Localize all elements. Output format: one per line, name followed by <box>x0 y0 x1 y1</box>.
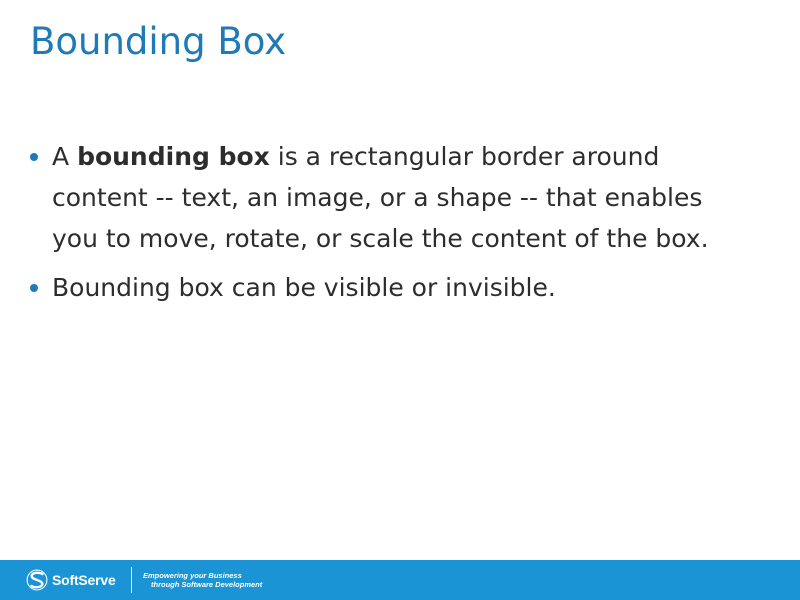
tagline-line-2: through Software Development <box>151 580 263 589</box>
slide-title: Bounding Box <box>30 20 287 63</box>
bullet-item-definition <box>30 136 745 259</box>
bullet-text-prefix: A <box>52 142 78 171</box>
footer-divider <box>131 567 132 593</box>
bullet-point-icon <box>30 284 38 292</box>
tagline <box>143 571 262 589</box>
footer-bar <box>0 560 800 600</box>
bullet-text-body: is a rectangular border around content -- text, an image, or a shape -- that enables you to move, rotate, or scale the content of the box. <box>52 142 709 253</box>
bullet-item-visibility <box>30 267 745 308</box>
bullet-bold-term: bounding box <box>77 142 270 171</box>
tagline-line-1: Empowering your Business <box>143 571 242 580</box>
softserve-logo-icon <box>26 569 48 591</box>
bullet-text: Bounding box can be visible or invisible. <box>52 273 556 302</box>
bullet-list <box>30 136 745 308</box>
bullet-point-icon <box>30 153 38 161</box>
logo-text: SoftServe <box>52 572 116 588</box>
softserve-logo <box>26 568 116 592</box>
